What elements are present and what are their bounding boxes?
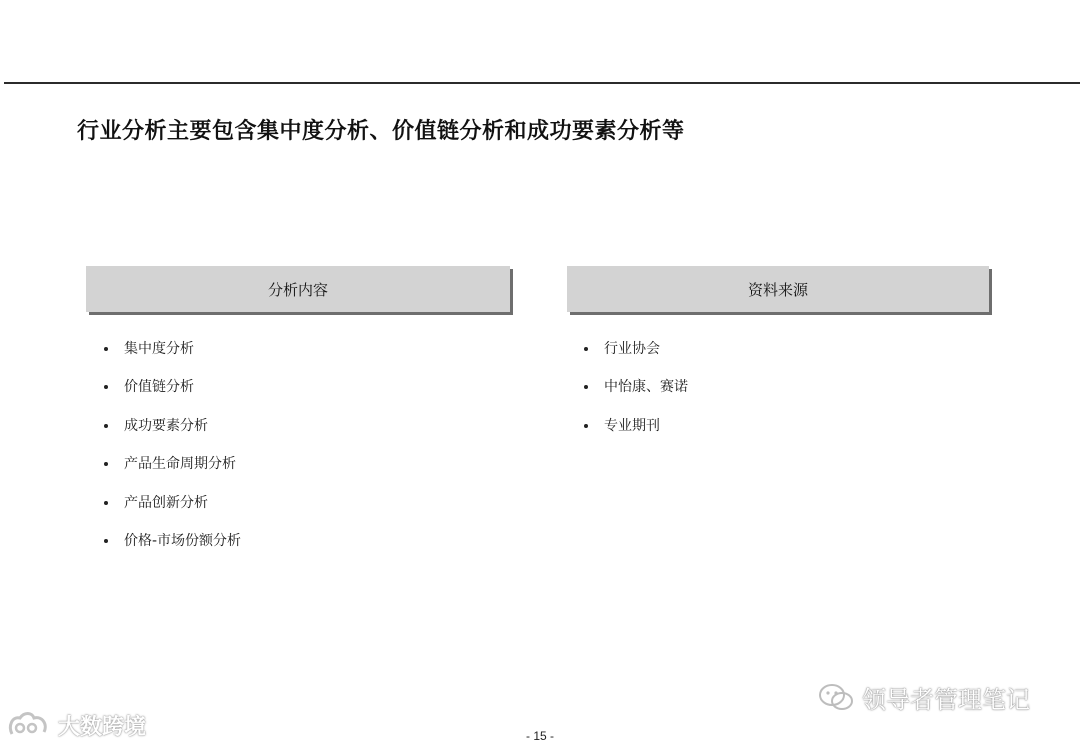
data-source-header — [567, 266, 989, 312]
list-item — [104, 376, 241, 414]
watermark-right-text: 领导者管理笔记 — [862, 686, 1030, 714]
page-number: - 15 - — [525, 729, 554, 743]
list-item-label: 价格-市场份额分析 — [124, 532, 242, 549]
list-item-label: 集中度分析 — [124, 341, 194, 357]
list-item-label: 行业协会 — [604, 341, 660, 357]
bullet-icon — [104, 501, 108, 505]
list-item-label: 专业期刊 — [604, 417, 660, 434]
bullet-icon — [584, 385, 588, 389]
data-source-header-label: 资料来源 — [747, 280, 808, 299]
bullet-icon — [584, 347, 588, 351]
bullet-icon — [104, 385, 108, 389]
slide-title: 行业分析主要包含集中度分析、价值链分析和成功要素分析等 — [77, 119, 685, 144]
list-item — [104, 453, 241, 491]
list-item-label: 中怡康、赛诺 — [604, 379, 688, 396]
list-item-label: 产品生命周期分析 — [124, 456, 236, 473]
list-item — [104, 338, 241, 376]
list-item — [584, 415, 688, 453]
list-item — [584, 376, 688, 414]
bullet-icon — [104, 539, 108, 543]
bullet-icon — [104, 347, 108, 351]
wechat-icon — [818, 682, 854, 714]
list-item — [104, 492, 241, 530]
data-source-list — [584, 338, 688, 453]
list-item-label: 产品创新分析 — [124, 494, 208, 511]
list-item — [104, 530, 241, 568]
top-divider — [4, 82, 1080, 84]
watermark-left-text: 大数跨境 — [58, 714, 147, 740]
bullet-icon — [104, 424, 108, 428]
watermark-right — [818, 680, 1030, 715]
list-item-label: 成功要素分析 — [124, 417, 208, 434]
bullet-icon — [104, 462, 108, 466]
analysis-content-list — [104, 338, 241, 568]
list-item — [584, 338, 688, 376]
list-item-label: 价值链分析 — [124, 379, 194, 396]
list-item — [104, 415, 241, 453]
analysis-content-header-label: 分析内容 — [267, 280, 328, 299]
bullet-icon — [584, 424, 588, 428]
analysis-content-header — [86, 266, 510, 312]
